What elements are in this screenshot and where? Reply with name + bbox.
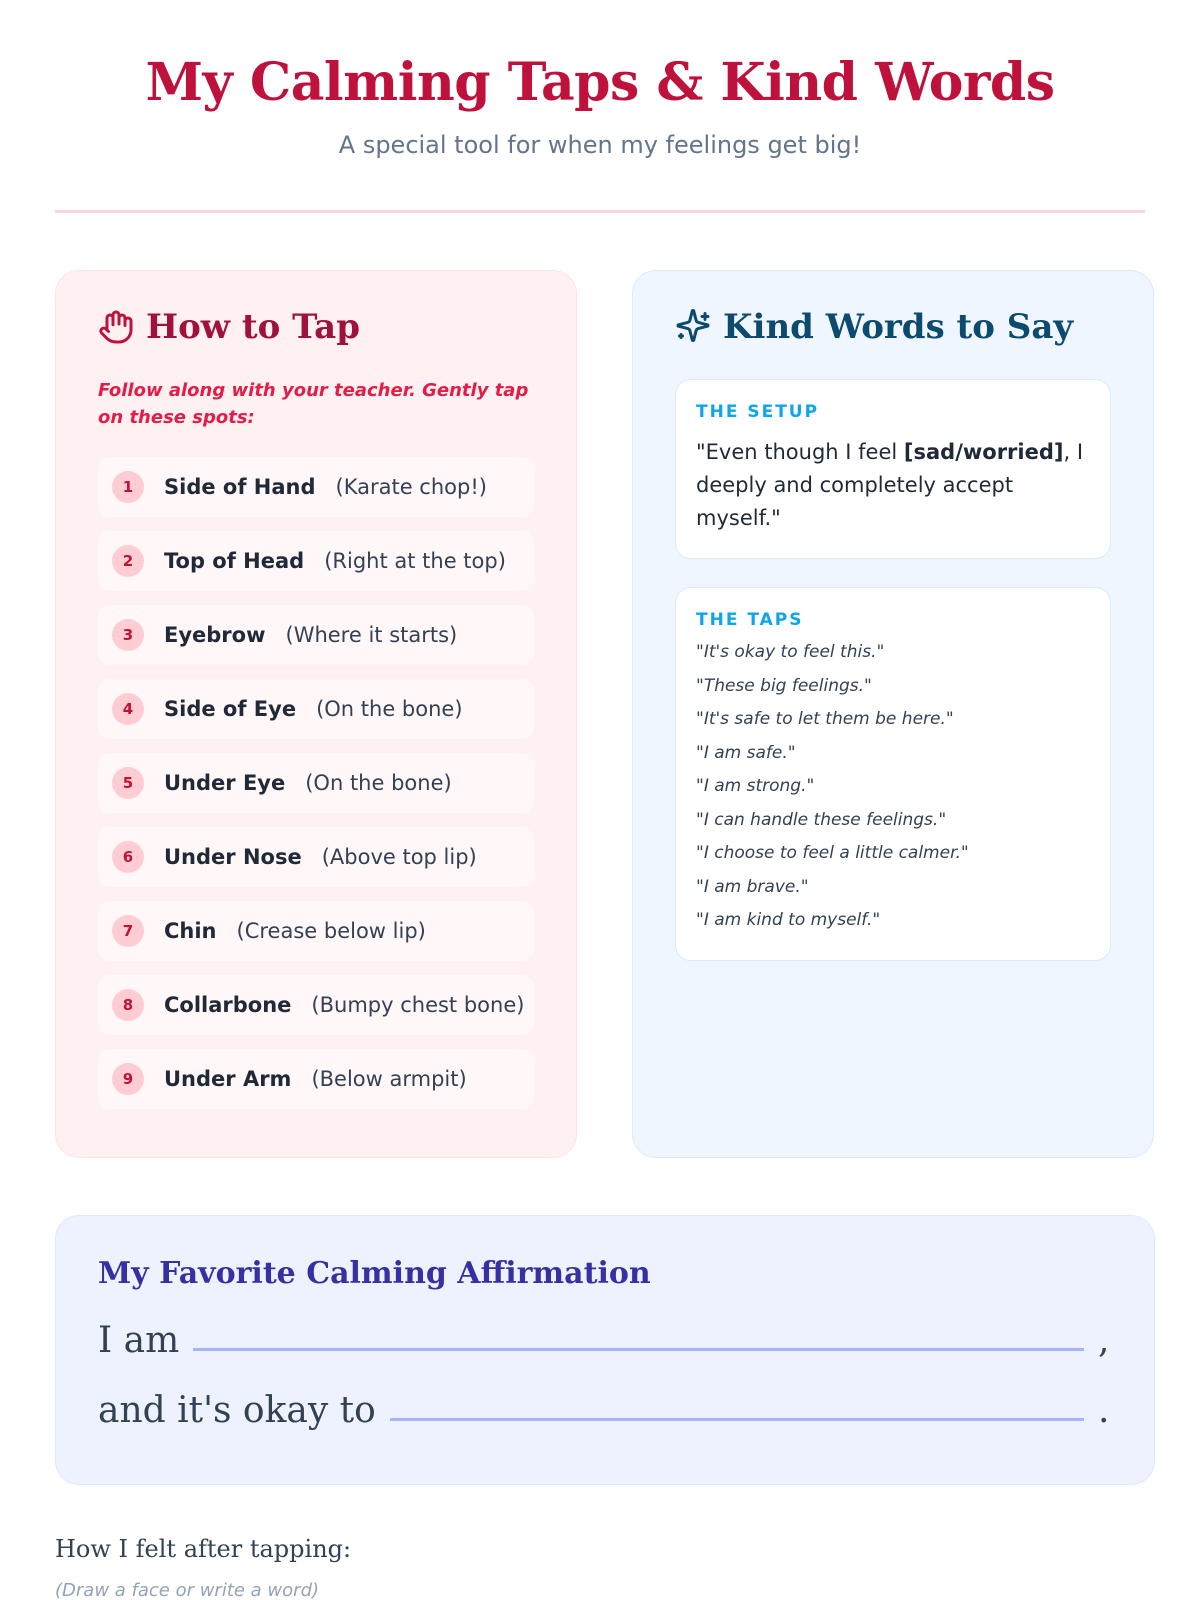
affirmation-line-2 [98,1387,1112,1431]
taps-card [675,587,1111,961]
kind-words-panel-title-text: Kind Words to Say [723,307,1074,347]
tap-number-badge: 9 [112,1063,144,1095]
setup-text-end: , I deeply and completely accept myself." [696,440,1084,530]
setup-text-start: "Even though I feel [696,440,904,464]
page-header [0,0,1200,159]
tap-list [98,457,534,1109]
affirmation-line-2-suffix: . [1098,1390,1110,1431]
after-tapping-label: How I felt after tapping: [55,1535,352,1563]
tap-number-badge: 5 [112,767,144,799]
tap-item [98,901,534,961]
tap-item [98,679,534,739]
tap-phrase: "It's okay to feel this." [696,642,885,662]
tap-phrase: "I choose to feel a little calmer." [696,843,969,863]
tap-spot-note: (Karate chop!) [335,475,487,499]
taps-label: THE TAPS [696,610,804,630]
setup-card [675,379,1111,559]
tap-phrase: "I am safe." [696,742,796,763]
sparkles-icon [675,309,711,345]
affirmation-title: My Favorite Calming Affirmation [98,1256,651,1291]
tap-number-badge: 3 [112,619,144,651]
tap-phrase: "I am brave." [696,876,809,897]
tap-item [98,531,534,591]
tap-item [98,1049,534,1109]
tap-number-badge: 4 [112,693,144,725]
tap-instruction: Follow along with your teacher. Gently tap on these spots: [98,380,529,428]
affirmation-line-1 [98,1317,1112,1361]
tap-item [98,827,534,887]
tap-phrase: "I am strong." [696,776,815,796]
tap-spot-note: (Right at the top) [324,549,506,573]
tap-spot-name: Top of Head [164,549,305,573]
tap-spot-name: Collarbone [164,993,292,1017]
tap-number-badge: 8 [112,989,144,1021]
tap-spot-name: Chin [164,919,217,943]
tap-spot-name: Under Arm [164,1067,292,1091]
tap-panel [55,270,577,1158]
tap-phrase: "I can handle these feelings." [696,809,947,830]
affirmation-section [55,1215,1155,1485]
after-tapping-hint: (Draw a face or write a word) [55,1580,320,1600]
page-title: My Calming Taps & Kind Words [145,52,1055,113]
hand-icon [98,309,134,345]
tap-spot-note: (Below armpit) [311,1067,467,1091]
tap-phrase: "These big feelings." [696,675,872,696]
tap-spot-name: Under Nose [164,845,302,869]
tap-panel-title [98,307,534,347]
tap-spot-name: Eyebrow [164,623,266,647]
tap-spot-note: (Where it starts) [285,623,458,647]
affirmation-line-1-prefix: I am [98,1320,180,1361]
tap-panel-title-text: How to Tap [146,307,360,347]
tap-item [98,753,534,813]
tap-spot-note: (Above top lip) [321,845,477,869]
tap-number-badge: 2 [112,545,144,577]
tap-number-badge: 7 [112,915,144,947]
tap-spot-name: Under Eye [164,771,286,795]
tap-spot-name: Side of Hand [164,475,316,499]
kind-words-panel [632,270,1154,1158]
tap-phrases [696,636,1090,938]
setup-feeling-placeholder: [sad/worried] [903,440,1064,464]
tap-spot-note: (On the bone) [316,697,463,721]
tap-phrase: "It's safe to let them be here." [696,709,954,729]
affirmation-line-2-prefix: and it's okay to [98,1390,376,1431]
tap-spot-note: (Bumpy chest bone) [311,993,525,1017]
header-divider [55,210,1145,213]
setup-statement [696,436,1090,535]
setup-label: THE SETUP [696,402,820,422]
tap-spot-name: Side of Eye [164,697,297,721]
tap-item [98,457,534,517]
page-subtitle: A special tool for when my feelings get big! [338,131,862,159]
tap-phrase: "I am kind to myself." [696,910,881,930]
kind-words-panel-title [675,307,1111,347]
tap-item [98,605,534,665]
tap-spot-note: (On the bone) [305,771,452,795]
tap-spot-note: (Crease below lip) [236,919,426,943]
tap-number-badge: 6 [112,841,144,873]
affirmation-blank-2[interactable] [390,1418,1084,1421]
tap-item [98,975,534,1035]
tap-number-badge: 1 [112,471,144,503]
affirmation-line-1-suffix: , [1098,1320,1110,1361]
affirmation-blank-1[interactable] [193,1348,1084,1351]
